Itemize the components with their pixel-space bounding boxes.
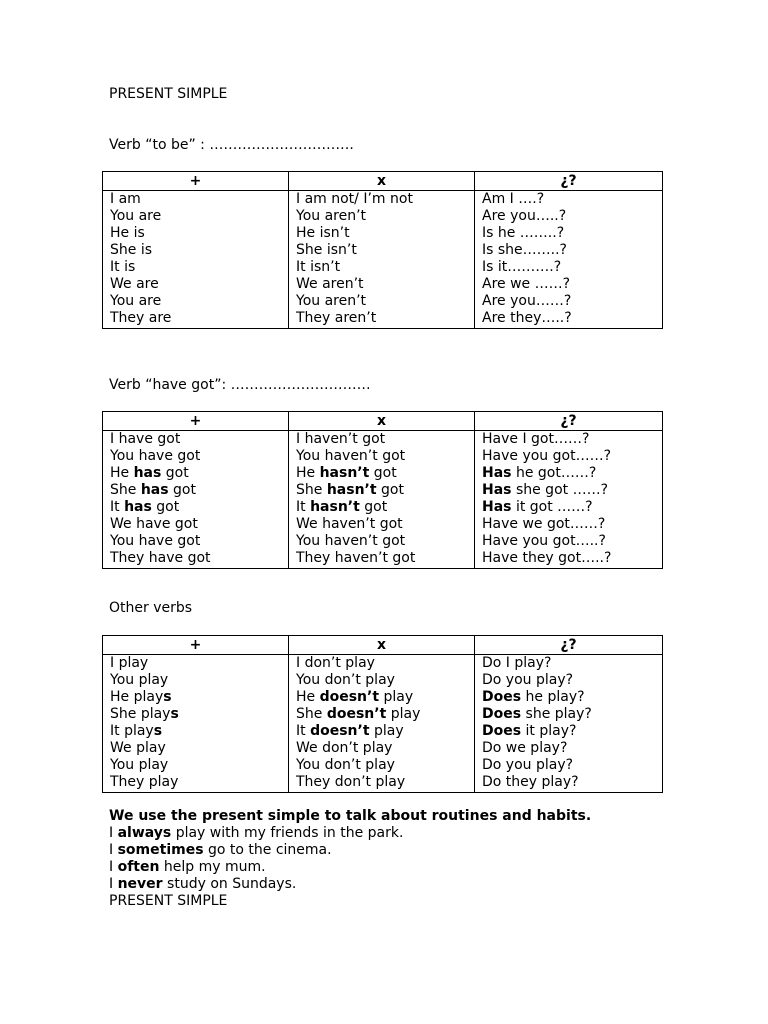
text-run: play with my friends in the park. (171, 825, 404, 841)
example-sentence (109, 825, 591, 842)
negative-cell (289, 774, 475, 793)
affirmative-cell (103, 276, 289, 293)
footer-title: PRESENT SIMPLE (109, 893, 228, 909)
negative-cell (289, 672, 475, 689)
affirmative-cell (103, 757, 289, 774)
question-cell (475, 499, 663, 516)
heading-other-verbs: Other verbs (109, 600, 193, 616)
negative-cell (289, 533, 475, 550)
affirmative-cell (103, 191, 289, 209)
question-cell (475, 516, 663, 533)
negative-cell (289, 499, 475, 516)
heading-verb-to-be: Verb “to be” : …………………………. (109, 137, 354, 153)
text-run: play (369, 723, 404, 739)
question-header: ¿? (475, 172, 663, 191)
affirmative-header: + (103, 636, 289, 655)
question-cell (475, 208, 663, 225)
bold-text: s (163, 689, 172, 705)
table-row (103, 706, 663, 723)
question-cell (475, 757, 663, 774)
example-sentence (109, 876, 591, 893)
affirmative-cell (103, 689, 289, 706)
text-run: Are we ……? (482, 276, 571, 292)
negative-cell (289, 242, 475, 259)
affirmative-cell (103, 482, 289, 499)
question-cell (475, 293, 663, 310)
text-run: You have got (110, 448, 201, 464)
text-run: They haven’t got (296, 550, 416, 566)
text-run: They don’t play (296, 774, 406, 790)
table-header-row (103, 636, 663, 655)
question-cell (475, 482, 663, 499)
bold-text: s (153, 723, 163, 739)
text-run: You are (110, 208, 162, 224)
text-run: It (296, 723, 311, 739)
table-row (103, 259, 663, 276)
text-run: Have you got……? (482, 448, 612, 464)
bold-text: s (170, 706, 179, 722)
text-run: We play (110, 740, 166, 756)
text-run: You haven’t got (296, 448, 406, 464)
table-row (103, 208, 663, 225)
text-run: They have got (110, 550, 211, 566)
text-run: We haven’t got (296, 516, 403, 532)
text-run: She play (110, 706, 171, 722)
table-row (103, 499, 663, 516)
text-run: They are (110, 310, 172, 326)
text-run: She (296, 706, 327, 722)
text-run: she play? (521, 706, 592, 722)
text-run: Have we got……? (482, 516, 606, 532)
question-cell (475, 689, 663, 706)
question-cell (475, 242, 663, 259)
negative-cell (289, 225, 475, 242)
negative-cell (289, 310, 475, 329)
question-cell (475, 550, 663, 569)
table-row (103, 723, 663, 740)
text-run: study on Sundays. (162, 876, 297, 892)
question-cell (475, 465, 663, 482)
other-verbs-table (102, 635, 663, 793)
heading-verb-have-got: Verb “have got”: ………………………… (109, 377, 371, 393)
affirmative-cell (103, 208, 289, 225)
text-run: I don’t play (296, 655, 375, 671)
table-row (103, 740, 663, 757)
bold-text: hasn’t (319, 465, 370, 481)
bold-text: Has (482, 482, 512, 498)
table-row (103, 310, 663, 329)
text-run: I am not/ I’m not (296, 191, 413, 207)
question-cell (475, 259, 663, 276)
question-cell (475, 655, 663, 673)
table-row (103, 757, 663, 774)
text-run: got (376, 482, 404, 498)
text-run: I am (110, 191, 141, 207)
table-header-row (103, 172, 663, 191)
text-run: Am I ….? (482, 191, 545, 207)
text-run: It is (110, 259, 136, 275)
affirmative-cell (103, 259, 289, 276)
affirmative-cell (103, 431, 289, 449)
negative-cell (289, 655, 475, 673)
text-run: Do they play? (482, 774, 579, 790)
table-header-row (103, 412, 663, 431)
negative-cell (289, 706, 475, 723)
text-run: She isn’t (296, 242, 357, 258)
text-run: got (359, 499, 388, 515)
question-cell (475, 672, 663, 689)
bold-text: has (133, 465, 162, 481)
affirmative-cell (103, 774, 289, 793)
text-run: You play (110, 757, 169, 773)
text-run: He play (110, 689, 164, 705)
affirmative-header: + (103, 412, 289, 431)
negative-cell (289, 191, 475, 209)
question-cell (475, 225, 663, 242)
table-row (103, 655, 663, 673)
text-run: got (151, 499, 180, 515)
text-run: You play (110, 672, 169, 688)
text-run: They aren’t (296, 310, 377, 326)
negative-header: x (289, 412, 475, 431)
question-cell (475, 723, 663, 740)
text-run: help my mum. (159, 859, 266, 875)
question-header: ¿? (475, 636, 663, 655)
text-run: You don’t play (296, 672, 395, 688)
question-header: ¿? (475, 412, 663, 431)
text-run: I play (110, 655, 149, 671)
page-title: PRESENT SIMPLE (109, 86, 228, 102)
usage-notes (109, 808, 591, 910)
affirmative-cell (103, 448, 289, 465)
bold-text: doesn’t (319, 689, 380, 705)
text-run: he play? (521, 689, 585, 705)
text-run: He isn’t (296, 225, 350, 241)
text-run: he got……? (511, 465, 597, 481)
table-row (103, 550, 663, 569)
text-run: I (109, 859, 118, 875)
table-row (103, 431, 663, 449)
affirmative-cell (103, 465, 289, 482)
bold-text: Does (482, 689, 522, 705)
text-run: go to the cinema. (203, 842, 332, 858)
text-run: You don’t play (296, 757, 395, 773)
negative-cell (289, 550, 475, 569)
negative-cell (289, 723, 475, 740)
bold-text: doesn’t (326, 706, 387, 722)
bold-text: always (117, 825, 172, 841)
text-run: Is it……….? (482, 259, 562, 275)
affirmative-cell (103, 706, 289, 723)
text-run: I (109, 842, 118, 858)
text-run: Have you got…..? (482, 533, 606, 549)
table-row (103, 482, 663, 499)
example-sentence (109, 842, 591, 859)
text-run: Have I got……? (482, 431, 590, 447)
text-run: We are (110, 276, 159, 292)
text-run: We don’t play (296, 740, 393, 756)
question-cell (475, 533, 663, 550)
question-cell (475, 740, 663, 757)
text-run: It isn’t (296, 259, 341, 275)
bold-text: Does (482, 723, 522, 739)
text-run: You are (110, 293, 162, 309)
text-run: She is (110, 242, 153, 258)
affirmative-cell (103, 242, 289, 259)
affirmative-cell (103, 740, 289, 757)
text-run: We aren’t (296, 276, 364, 292)
text-run: got (369, 465, 397, 481)
table-row (103, 774, 663, 793)
text-run: Are you……? (482, 293, 572, 309)
example-sentence (109, 859, 591, 876)
bold-text: doesn’t (310, 723, 370, 739)
table-row (103, 276, 663, 293)
negative-cell (289, 689, 475, 706)
text-run: play (386, 706, 421, 722)
table-row (103, 448, 663, 465)
bold-text: has (124, 499, 152, 515)
question-cell (475, 310, 663, 329)
text-run: play (379, 689, 414, 705)
text-run: It (296, 499, 311, 515)
text-run: got (161, 465, 189, 481)
table-row (103, 242, 663, 259)
question-cell (475, 276, 663, 293)
affirmative-cell (103, 550, 289, 569)
negative-cell (289, 431, 475, 449)
text-run: We have got (110, 516, 198, 532)
affirmative-cell (103, 672, 289, 689)
table-row (103, 689, 663, 706)
text-run: You have got (110, 533, 201, 549)
negative-cell (289, 259, 475, 276)
table-row (103, 191, 663, 209)
negative-cell (289, 757, 475, 774)
text-run: You aren’t (296, 208, 367, 224)
negative-cell (289, 293, 475, 310)
bold-text: sometimes (117, 842, 204, 858)
text-run: Do we play? (482, 740, 568, 756)
text-run: I have got (110, 431, 181, 447)
affirmative-cell (103, 516, 289, 533)
bold-text: Does (482, 706, 522, 722)
usage-rule: We use the present simple to talk about routines and habits. (109, 808, 592, 824)
have-got-table (102, 411, 663, 569)
question-cell (475, 774, 663, 793)
text-run: You aren’t (296, 293, 367, 309)
text-run: She (110, 482, 141, 498)
text-run: Do you play? (482, 672, 574, 688)
text-run: Are they…..? (482, 310, 572, 326)
bold-text: Has (482, 499, 512, 515)
table-row (103, 293, 663, 310)
bold-text: never (117, 876, 163, 892)
text-run: It play (110, 723, 154, 739)
negative-cell (289, 482, 475, 499)
affirmative-cell (103, 310, 289, 329)
negative-header: x (289, 636, 475, 655)
affirmative-header: + (103, 172, 289, 191)
text-run: She (296, 482, 327, 498)
affirmative-cell (103, 723, 289, 740)
text-run: You haven’t got (296, 533, 406, 549)
text-run: He (296, 465, 320, 481)
text-run: Do I play? (482, 655, 552, 671)
negative-cell (289, 516, 475, 533)
negative-cell (289, 465, 475, 482)
negative-header: x (289, 172, 475, 191)
question-cell (475, 191, 663, 209)
to-be-table (102, 171, 663, 329)
table-row (103, 225, 663, 242)
text-run: Is she……..? (482, 242, 567, 258)
text-run: Is he ……..? (482, 225, 565, 241)
affirmative-cell (103, 293, 289, 310)
affirmative-cell (103, 533, 289, 550)
text-run: They play (110, 774, 179, 790)
text-run: I (109, 825, 118, 841)
text-run: it got ……? (511, 499, 593, 515)
bold-text: has (140, 482, 169, 498)
text-run: it play? (521, 723, 577, 739)
bold-text: hasn’t (310, 499, 360, 515)
negative-cell (289, 208, 475, 225)
text-run: He (296, 689, 320, 705)
text-run: Have they got…..? (482, 550, 612, 566)
negative-cell (289, 276, 475, 293)
text-run: she got ……? (511, 482, 609, 498)
bold-text: Has (482, 465, 512, 481)
negative-cell (289, 448, 475, 465)
table-row (103, 516, 663, 533)
question-cell (475, 431, 663, 449)
affirmative-cell (103, 225, 289, 242)
text-run: got (168, 482, 196, 498)
text-run: He (110, 465, 134, 481)
text-run: I haven’t got (296, 431, 386, 447)
table-row (103, 465, 663, 482)
bold-text: hasn’t (326, 482, 377, 498)
text-run: He is (110, 225, 145, 241)
text-run: I (109, 876, 118, 892)
question-cell (475, 448, 663, 465)
negative-cell (289, 740, 475, 757)
bold-text: often (117, 859, 160, 875)
text-run: Are you…..? (482, 208, 567, 224)
table-row (103, 533, 663, 550)
affirmative-cell (103, 499, 289, 516)
text-run: Do you play? (482, 757, 574, 773)
question-cell (475, 706, 663, 723)
text-run: It (110, 499, 125, 515)
table-row (103, 672, 663, 689)
affirmative-cell (103, 655, 289, 673)
